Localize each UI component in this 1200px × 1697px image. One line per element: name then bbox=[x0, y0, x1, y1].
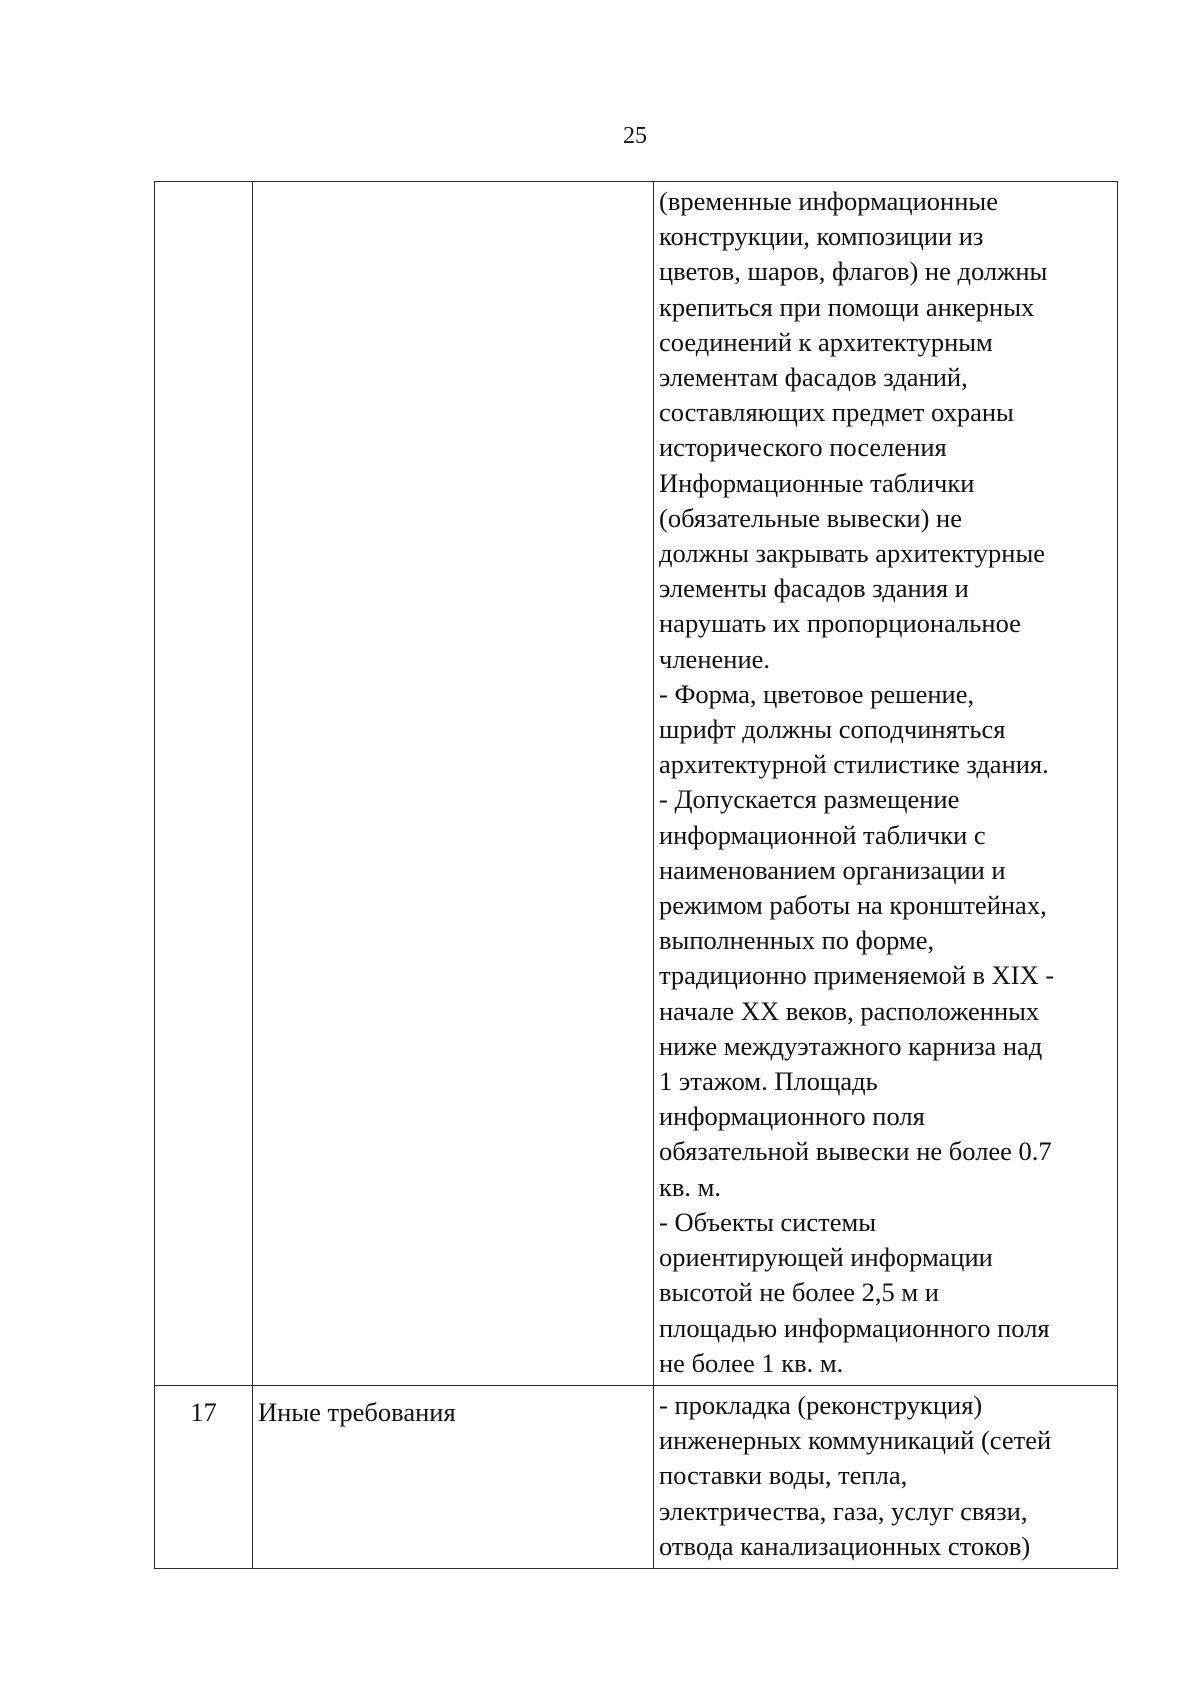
description-line: - Форма, цветовое решение, bbox=[659, 678, 975, 709]
description-line: - прокладка (реконструкция) bbox=[659, 1389, 983, 1420]
requirement-description-cell bbox=[654, 1385, 1118, 1568]
description-line: информационного поля bbox=[659, 1101, 925, 1132]
description-line: кв. м. bbox=[659, 1171, 722, 1202]
description-line: выполненных по форме, bbox=[659, 925, 935, 956]
description-line: членение. bbox=[659, 643, 771, 674]
description-line: нарушать их пропорциональное bbox=[659, 608, 1021, 639]
description-line: режимом работы на кронштейнах, bbox=[659, 890, 1047, 921]
requirement-name-cell: Иные требования bbox=[253, 1385, 654, 1568]
description-line: высотой не более 2,5 м и bbox=[659, 1277, 939, 1308]
description-line: элементам фасадов зданий, bbox=[659, 362, 968, 393]
description-line: наименованием организации и bbox=[659, 854, 1006, 885]
description-line: электричества, газа, услуг связи, bbox=[659, 1495, 1028, 1526]
requirement-name-cell bbox=[253, 182, 654, 1386]
description-line: поставки воды, тепла, bbox=[659, 1460, 908, 1491]
description-line: конструкции, композиции из bbox=[659, 221, 984, 252]
description-line: Информационные таблички bbox=[659, 467, 975, 498]
description-line: инженерных коммуникаций (сетей bbox=[659, 1425, 1052, 1456]
requirements-table bbox=[154, 181, 1118, 1569]
description-line: исторического поселения bbox=[659, 432, 947, 463]
description-line: обязательной вывески не более 0.7 bbox=[659, 1136, 1052, 1167]
description-line: ниже междуэтажного карниза над bbox=[659, 1030, 1043, 1061]
description-line: крепиться при помощи анкерных bbox=[659, 291, 1035, 322]
row-number-cell: 17 bbox=[155, 1385, 253, 1568]
description-line: цветов, шаров, флагов) не должны bbox=[659, 256, 1048, 287]
description-line: составляющих предмет охраны bbox=[659, 397, 1014, 428]
description-line: шрифт должны соподчиняться bbox=[659, 714, 1006, 745]
requirement-description-cell bbox=[654, 182, 1118, 1386]
description-line: (обязательные вывески) не bbox=[659, 502, 962, 533]
table-row bbox=[155, 182, 1118, 1386]
description-line: архитектурной стилистике здания. bbox=[659, 749, 1049, 780]
description-line: соединений к архитектурным bbox=[659, 326, 993, 357]
description-line: не более 1 кв. м. bbox=[659, 1347, 844, 1378]
description-line: ориентирующей информации bbox=[659, 1242, 993, 1273]
description-line: начале XX веков, расположенных bbox=[659, 995, 1040, 1026]
description-line: (временные информационные bbox=[659, 186, 998, 216]
description-line: отвода канализационных стоков) bbox=[659, 1530, 1031, 1561]
description-line: - Допускается размещение bbox=[659, 784, 960, 815]
description-line: информационной таблички с bbox=[659, 819, 986, 850]
description-line: - Объекты системы bbox=[659, 1206, 877, 1237]
description-line: площадью информационного поля bbox=[659, 1312, 1050, 1343]
description-line: 1 этажом. Площадь bbox=[659, 1066, 878, 1097]
description-line: элементы фасадов здания и bbox=[659, 573, 969, 604]
page-number: 25 bbox=[623, 123, 647, 149]
description-line: должны закрывать архитектурные bbox=[659, 538, 1046, 569]
table-row bbox=[155, 1385, 1118, 1568]
table-body bbox=[155, 182, 1118, 1569]
row-number-cell bbox=[155, 182, 253, 1386]
description-line: традиционно применяемой в XIX - bbox=[659, 960, 1055, 991]
